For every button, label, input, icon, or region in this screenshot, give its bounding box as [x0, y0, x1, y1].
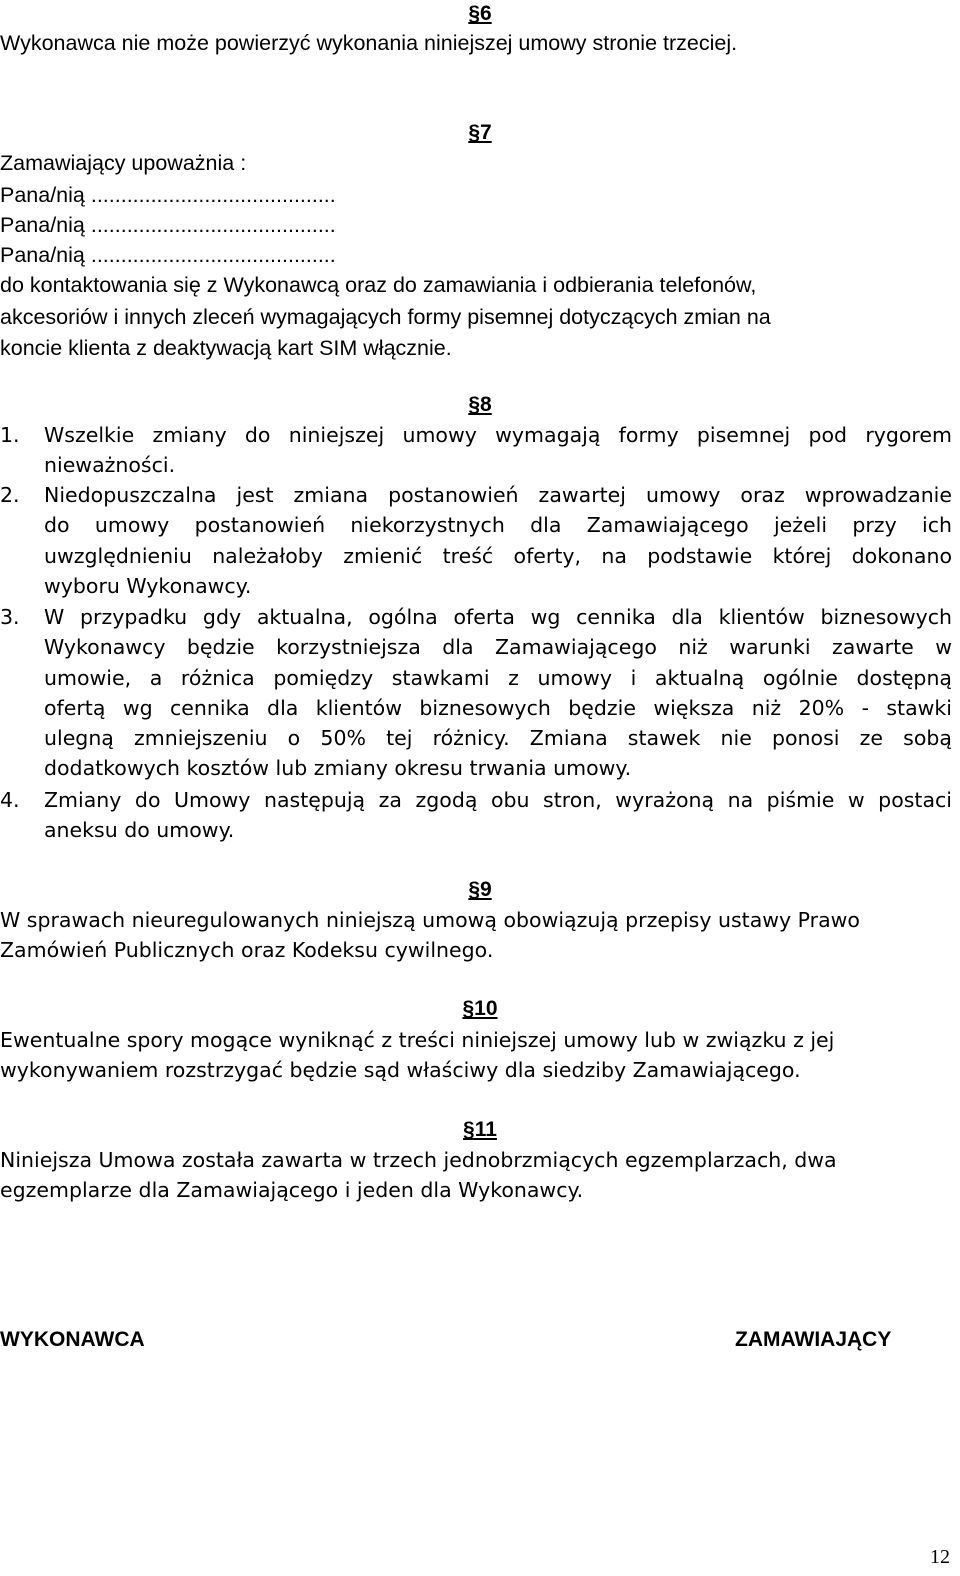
- item-line: Wykonawcy będzie korzystniejsza dla Zamawiającego niż warunki zawarte w: [44, 635, 952, 660]
- section-10-line: wykonywaniem rozstrzygać będzie sąd właściwy dla siedziby Zamawiającego.: [0, 1058, 801, 1082]
- item-line: ofertą wg cennika dla klientów biznesowych będzie większa niż 20% - stawki: [44, 695, 952, 720]
- list-item: [44, 785, 952, 846]
- item-number: 1.: [0, 423, 20, 447]
- section-9-line: Zamówień Publicznych oraz Kodeksu cywilnego.: [0, 938, 494, 962]
- item-line: nieważności.: [44, 453, 176, 478]
- item-number: 4.: [0, 788, 20, 812]
- item-line: uwzględnieniu należałoby zmienić treść oferty, na podstawie której dokonano: [44, 543, 952, 568]
- section-7-heading: §7: [468, 121, 492, 144]
- page-number: 12: [930, 1546, 950, 1568]
- section-7-intro: Zamawiający upoważnia :: [0, 151, 247, 175]
- section-10-heading: §10: [462, 997, 498, 1020]
- signature-client: ZAMAWIAJĄCY: [735, 1328, 892, 1351]
- section-6-text: Wykonawca nie może powierzyć wykonania niniejszej umowy stronie trzeciej.: [0, 31, 738, 55]
- item-line: do umowy postanowień niekorzystnych dla Zamawiającego jeżeli przy ich: [44, 513, 952, 538]
- section-11-line: Niniejsza Umowa została zawarta w trzech jednobrzmiących egzemplarzach, dwa: [0, 1148, 837, 1172]
- authorized-person-1: Pana/nią .........................................: [0, 183, 336, 207]
- section-11-heading: §11: [463, 1118, 497, 1141]
- section-7-line: koncie klienta z deaktywacją kart SIM włącznie.: [0, 336, 452, 360]
- item-line: Wszelkie zmiany do niniejszej umowy wymagają formy pisemnej pod rygorem: [44, 423, 952, 447]
- item-number: 2.: [0, 483, 20, 507]
- section-7-line: do kontaktowania się z Wykonawcą oraz do zamawiania i odbierania telefonów,: [0, 273, 757, 297]
- list-item: [44, 602, 952, 784]
- authorized-person-2: Pana/nią .........................................: [0, 213, 336, 237]
- authorized-person-3: Pana/nią .........................................: [0, 243, 336, 267]
- section-10-line: Ewentualne spory mogące wyniknąć z treści niniejszej umowy lub w związku z jej: [0, 1028, 835, 1052]
- section-9-heading: §9: [468, 878, 492, 901]
- item-line: W przypadku gdy aktualna, ogólna oferta wg cennika dla klientów biznesowych: [44, 605, 952, 629]
- section-6-heading: §6: [468, 2, 492, 25]
- item-line: Zmiany do Umowy następują za zgodą obu stron, wyrażoną na piśmie w postaci: [44, 788, 952, 812]
- section-7-line: akcesoriów i innych zleceń wymagających formy pisemnej dotyczących zmian na: [0, 305, 771, 329]
- item-number: 3.: [0, 605, 20, 629]
- item-line: aneksu do umowy.: [44, 818, 235, 843]
- list-item: [44, 480, 952, 601]
- item-line: wyboru Wykonawcy.: [44, 573, 252, 598]
- item-line: dodatkowych kosztów lub zmiany okresu trwania umowy.: [44, 756, 632, 781]
- section-11-line: egzemplarze dla Zamawiającego i jeden dla Wykonawcy.: [0, 1178, 584, 1202]
- signature-contractor: WYKONAWCA: [0, 1328, 145, 1351]
- item-line: Niedopuszczalna jest zmiana postanowień zawartej umowy oraz wprowadzanie: [44, 483, 952, 507]
- item-line: ulegną zmniejszeniu o 50% tej różnicy. Zmiana stawek nie ponosi ze sobą: [44, 726, 952, 751]
- item-line: umowie, a różnica pomiędzy stawkami z umowy i aktualną ogólnie dostępną: [44, 665, 952, 690]
- section-8-heading: §8: [468, 393, 492, 416]
- section-9-line: W sprawach nieuregulowanych niniejszą umową obowiązują przepisy ustawy Prawo: [0, 908, 860, 932]
- list-item: [44, 420, 952, 481]
